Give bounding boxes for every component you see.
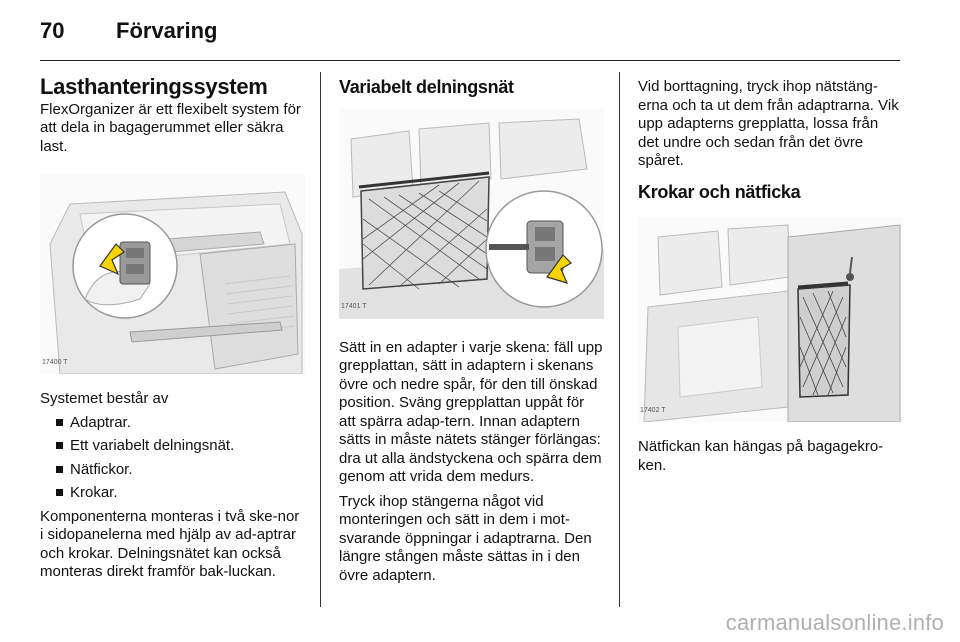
figure-net-pocket-illustration [638,217,903,422]
column-divider [320,72,321,607]
body-paragraph: Sätt in en adapter i varje skena: fäll upp grepplattan, sätt in adaptern i skenans övre och nedre spår, för den till önskad position. Sväng grepplattan uppåt för att spärra adap-tern. Innan adaptern sätts in måste nätets stänger förlängas: dra ut alla ändstyckena och spärra dem genom att vrida dem medurs. [339,338,603,485]
body-paragraph: Vid borttagning, tryck ihop nätstäng-erna och ta ut dem från adaptrarna. Vik upp adapterns grepplatta, lossa från det undre och sedan från det övre spåret. [638,78,899,169]
figure-code: 17402 T [640,406,666,414]
list-item: Ett variabelt delningsnät. [56,437,305,456]
body-paragraph: Tryck ihop stängerna något vid monteringen och sätt in dem i mot-svarande öppningar i adaptrarna. Den längre stången måste sättas in i den övre adaptern. [339,492,592,584]
list-item: Adaptrar. [56,414,305,433]
adapter-illustration [40,174,305,374]
figure-code: 17400 T [42,358,68,366]
divider-net-illustration [339,109,604,319]
chapter-title: Förvaring [116,18,218,43]
list-item: Krokar. [56,484,305,503]
page-number: 70 [40,18,65,43]
net-pocket-illustration [638,217,903,422]
component-list [40,414,305,503]
intro-paragraph: FlexOrganizer är ett flexibelt system för att dela in bagagerummet eller säkra last. [40,100,301,155]
watermark: carmanualsonline.info [725,610,944,635]
list-intro: Systemet består av [40,390,169,407]
figure-adapter-illustration [40,174,305,374]
header-rule [40,60,900,61]
section-title: Lasthanteringssystem [40,74,268,99]
column-1 [40,74,305,588]
list-item: Nätfickor. [56,461,305,480]
body-paragraph: Komponenterna monteras i två ske-nor i sidopanelerna med hjälp av ad-aptrar och krokar. Delningsnätet kan också monteras direkt framför bak-luckan. [40,507,300,580]
figure-code: 17401 T [341,303,367,310]
subsection-title: Variabelt delningsnät [339,77,514,97]
figure-divider-net-illustration [339,109,604,319]
column-2 [339,78,604,591]
subsection-title: Krokar och nätficka [638,181,801,202]
column-3 [638,78,903,481]
column-divider [619,72,620,607]
body-paragraph: Nätfickan kan hängas på bagagekro-ken. [638,438,884,474]
